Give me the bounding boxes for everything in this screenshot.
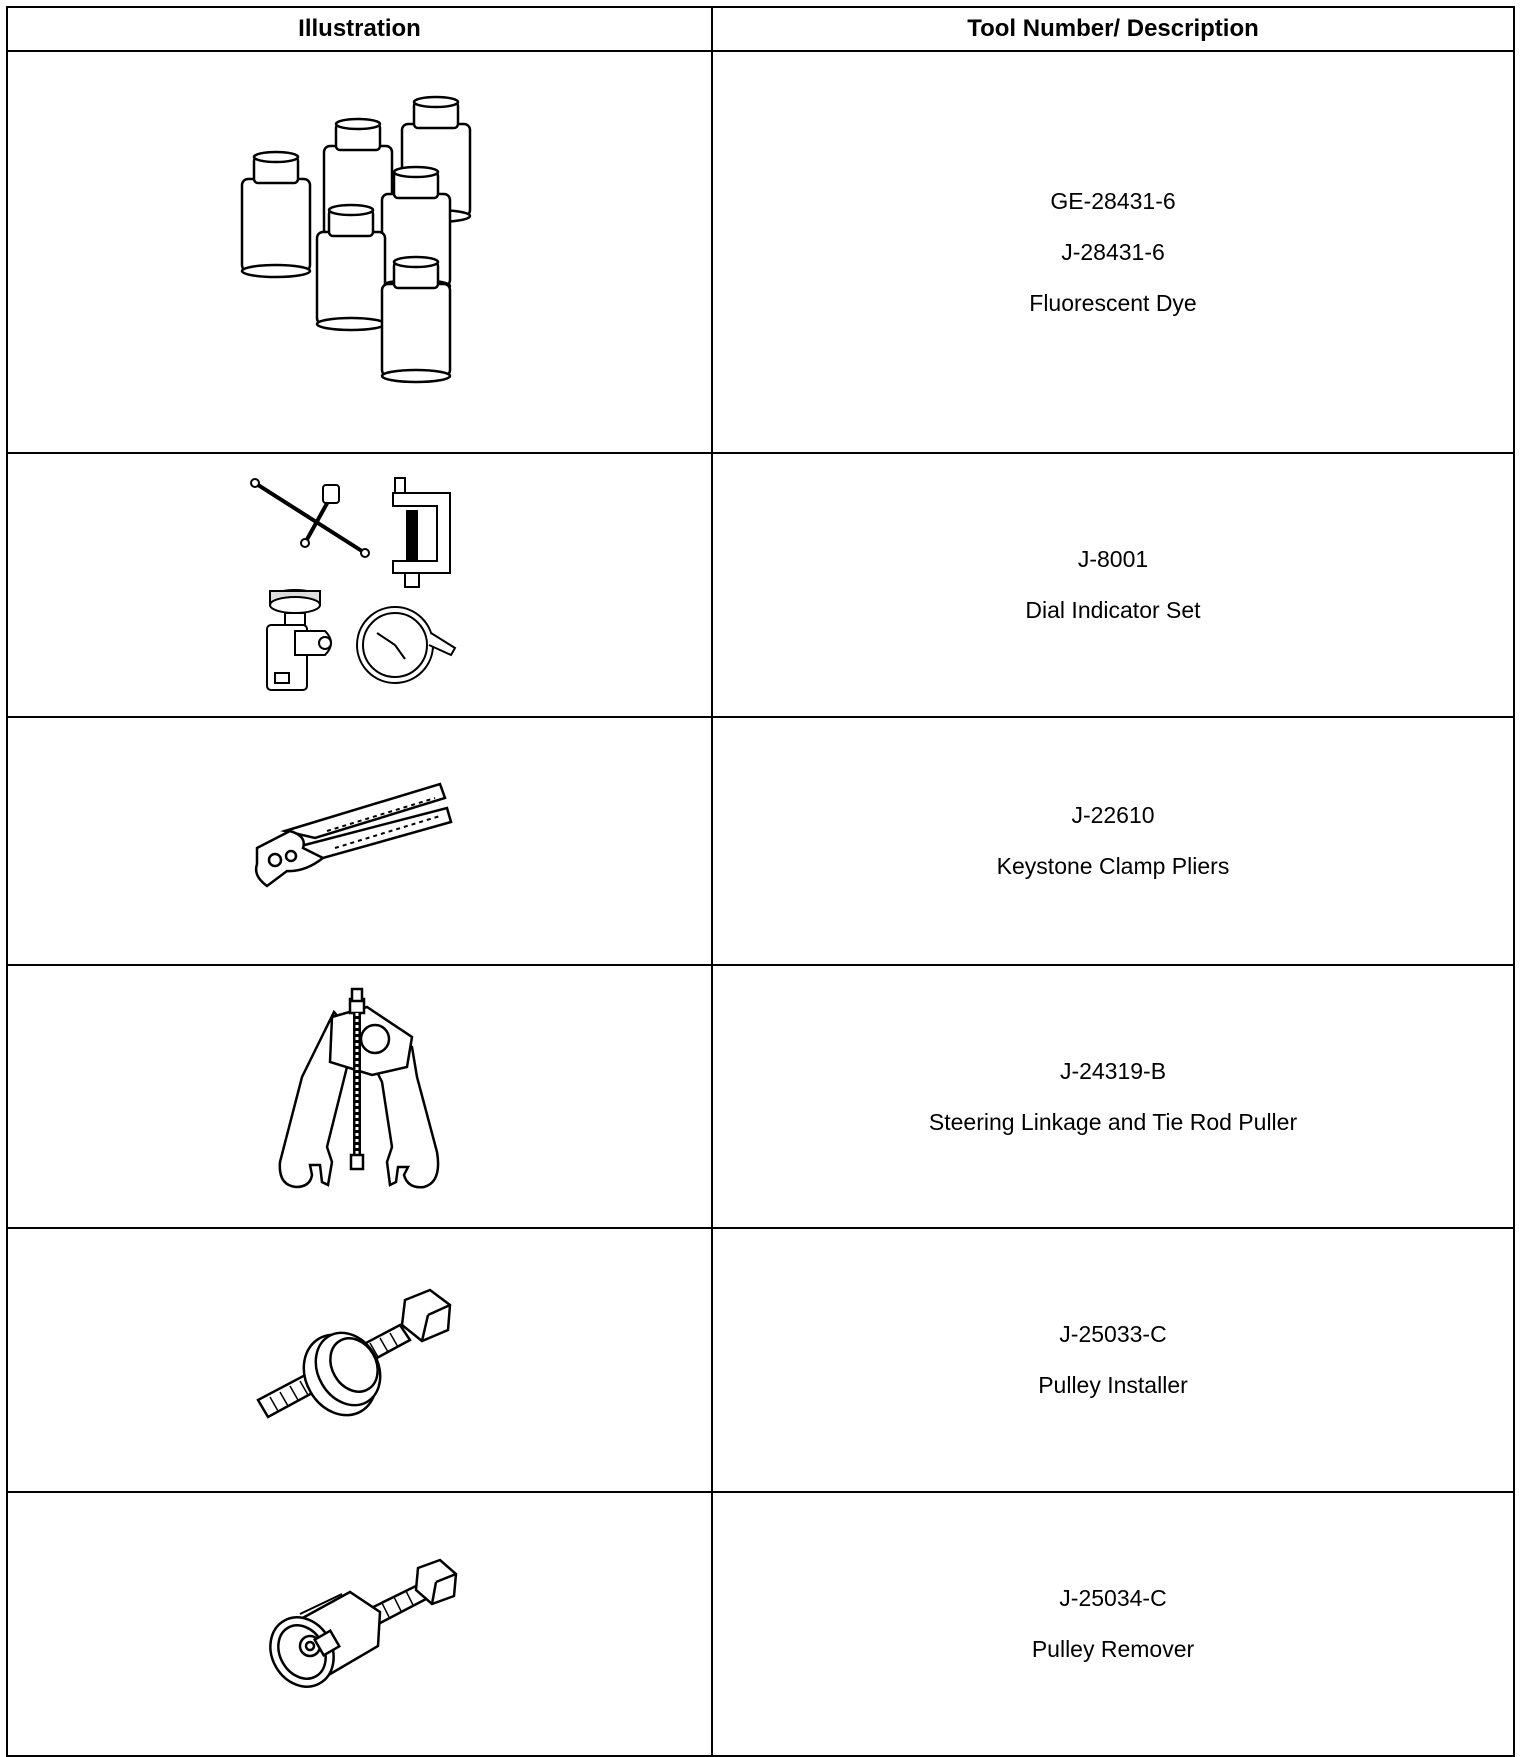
tool-number: J-28431-6: [1061, 238, 1165, 265]
tool-description: Pulley Installer: [1038, 1372, 1188, 1398]
illustration-cell: [7, 1228, 712, 1492]
description-cell: [712, 965, 1514, 1228]
illustration-cell: [7, 1492, 712, 1756]
table-row: [7, 965, 1514, 1228]
keystone-clamp-pliers-icon: [245, 776, 475, 906]
tool-description: Dial Indicator Set: [1025, 597, 1201, 623]
tool-number: J-24319-B: [1059, 1057, 1167, 1084]
tool-description: Keystone Clamp Pliers: [996, 853, 1230, 879]
tool-description: Fluorescent Dye: [1029, 289, 1197, 316]
tie-rod-puller-icon: [272, 987, 447, 1207]
table-row: [7, 1492, 1514, 1756]
special-tools-table: [6, 6, 1515, 1757]
table-row: [7, 453, 1514, 717]
tool-number: J-25033-C: [1059, 1321, 1167, 1347]
illustration-cell: [7, 51, 712, 453]
description-cell: [712, 1228, 1514, 1492]
description-cell: [712, 51, 1514, 453]
table-header-row: [7, 7, 1514, 51]
illustration-cell: [7, 965, 712, 1228]
tool-description: Steering Linkage and Tie Rod Puller: [928, 1108, 1298, 1135]
description-cell: [712, 717, 1514, 965]
table-row: [7, 1228, 1514, 1492]
dial-indicator-set-icon: [245, 473, 475, 698]
tool-number: J-8001: [1077, 546, 1149, 572]
illustration-cell: [7, 717, 712, 965]
table-row: [7, 717, 1514, 965]
pulley-remover-icon: [260, 1554, 460, 1694]
description-column-header: Tool Number/ Description: [712, 7, 1514, 51]
table-row: [7, 51, 1514, 453]
tool-number: GE-28431-6: [1050, 187, 1176, 214]
illustration-cell: [7, 453, 712, 717]
description-cell: [712, 1492, 1514, 1756]
tool-number: J-25034-C: [1059, 1585, 1167, 1611]
fluorescent-dye-bottles-icon: [230, 92, 490, 412]
pulley-installer-icon: [250, 1285, 470, 1435]
illustration-column-header: Illustration: [7, 7, 712, 51]
tool-description: Pulley Remover: [1031, 1636, 1195, 1662]
description-cell: [712, 453, 1514, 717]
tool-number: J-22610: [1071, 802, 1155, 828]
